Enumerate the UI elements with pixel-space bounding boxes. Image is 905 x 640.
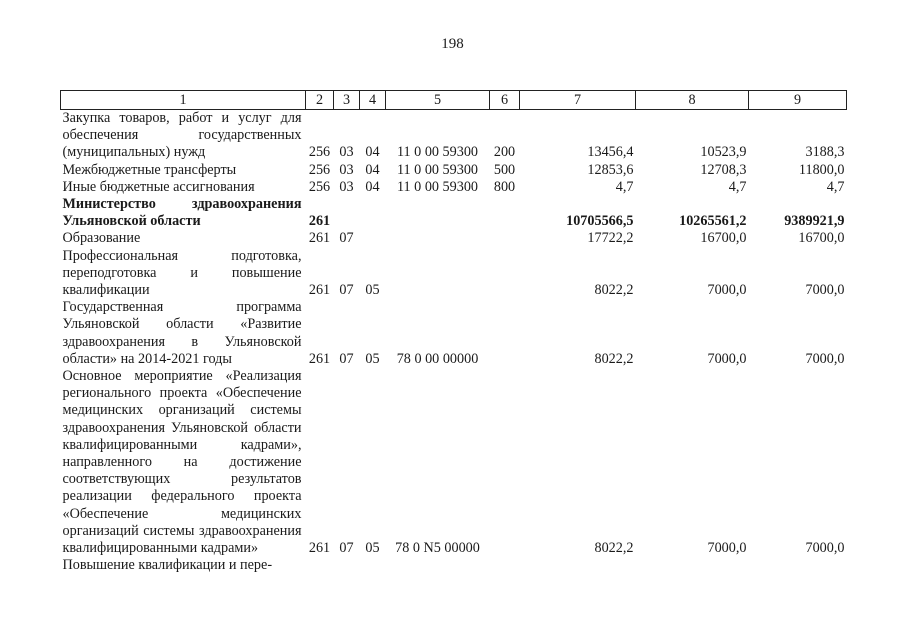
subsection-code-cell: 05 xyxy=(365,540,380,557)
section-code-cell: 03 xyxy=(339,161,354,178)
admin-code-cell xyxy=(306,557,334,574)
admin-code-cell: 261 xyxy=(308,540,331,557)
amount-col9-cell: 7000,0 xyxy=(805,282,845,299)
target-article-cell xyxy=(386,248,490,300)
amount-col9-cell: 7000,0 xyxy=(805,350,845,367)
header-cell: 4 xyxy=(360,91,386,110)
amount-col8-cell: 4,7 xyxy=(728,178,747,195)
amount-col7-cell: 8022,2 xyxy=(594,350,634,367)
header-cell: 7 xyxy=(520,91,636,110)
table-row xyxy=(61,196,847,230)
row-name-cell: Закупка товаров, работ и услуг для обеспечения государственных (муниципальных) нужд xyxy=(62,110,302,161)
expense-type-cell: 800 xyxy=(493,178,516,195)
admin-code-cell: 261 xyxy=(308,282,331,299)
amount-col9-cell: 3188,3 xyxy=(805,144,845,161)
table-row xyxy=(61,368,847,557)
section-code-cell: 07 xyxy=(339,350,354,367)
admin-code-cell: 261 xyxy=(308,230,331,247)
amount-col8-cell: 7000,0 xyxy=(707,350,747,367)
amount-col7-cell xyxy=(520,557,636,574)
amount-col7-cell: 4,7 xyxy=(615,178,634,195)
target-article-cell: 78 0 N5 00000 xyxy=(395,540,480,557)
admin-code-cell: 256 xyxy=(308,178,331,195)
header-cell: 5 xyxy=(386,91,490,110)
subsection-code-cell xyxy=(360,196,386,230)
section-code-cell xyxy=(334,557,360,574)
row-name-cell: Повышение квалификации и пере- xyxy=(62,557,273,574)
budget-table xyxy=(60,90,847,574)
subsection-code-cell: 04 xyxy=(365,144,380,161)
header-row xyxy=(61,91,847,110)
amount-col8-cell: 7000,0 xyxy=(707,540,747,557)
target-article-cell: 78 0 00 00000 xyxy=(396,350,479,367)
header-cell: 1 xyxy=(61,91,306,110)
amount-col7-cell: 8022,2 xyxy=(594,282,634,299)
section-code-cell: 03 xyxy=(339,144,354,161)
section-code-cell: 03 xyxy=(339,178,354,195)
amount-col7-cell: 12853,6 xyxy=(587,161,634,178)
table-row xyxy=(61,299,847,368)
expense-type-cell xyxy=(490,248,520,300)
table-row xyxy=(61,230,847,247)
amount-col8-cell: 16700,0 xyxy=(700,230,747,247)
section-code-cell: 07 xyxy=(339,230,354,247)
expense-type-cell xyxy=(490,299,520,368)
amount-col7-cell: 10705566,5 xyxy=(566,213,634,230)
header-cell: 6 xyxy=(490,91,520,110)
row-name-cell: Иные бюджетные ассигнования xyxy=(62,178,255,195)
amount-col8-cell: 7000,0 xyxy=(707,282,747,299)
header-cell: 8 xyxy=(636,91,749,110)
subsection-code-cell xyxy=(360,230,386,247)
target-article-cell xyxy=(386,196,490,230)
target-article-cell: 11 0 00 59300 xyxy=(396,178,479,195)
amount-col7-cell: 8022,2 xyxy=(594,540,634,557)
expense-type-cell xyxy=(490,196,520,230)
header-cell: 2 xyxy=(306,91,334,110)
amount-col9-cell xyxy=(749,557,847,574)
section-code-cell: 07 xyxy=(339,540,354,557)
target-article-cell: 11 0 00 59300 xyxy=(396,144,479,161)
amount-col7-cell: 13456,4 xyxy=(587,144,634,161)
row-name-cell: Профессиональная подготовка, переподготовка и повышение квалификации xyxy=(62,247,302,299)
admin-code-cell: 256 xyxy=(308,144,331,161)
target-article-cell xyxy=(386,557,490,574)
amount-col7-cell: 17722,2 xyxy=(587,230,634,247)
table-row xyxy=(61,162,847,179)
row-name-cell: Министерство здравоохранения Ульяновской области xyxy=(62,196,302,230)
row-name-cell: Образование xyxy=(62,230,141,247)
table-row xyxy=(61,179,847,196)
admin-code-cell: 256 xyxy=(308,161,331,178)
amount-col9-cell: 9389921,9 xyxy=(784,213,845,230)
subsection-code-cell: 05 xyxy=(365,282,380,299)
section-code-cell xyxy=(334,196,360,230)
header-cell: 9 xyxy=(749,91,847,110)
amount-col9-cell: 11800,0 xyxy=(798,161,845,178)
subsection-code-cell: 05 xyxy=(365,350,380,367)
page-number: 198 xyxy=(441,36,464,52)
expense-type-cell: 200 xyxy=(493,144,516,161)
expense-type-cell xyxy=(490,230,520,247)
target-article-cell: 11 0 00 59300 xyxy=(396,161,479,178)
table-row xyxy=(61,248,847,300)
subsection-code-cell: 04 xyxy=(365,161,380,178)
header-cell: 3 xyxy=(334,91,360,110)
amount-col8-cell: 12708,3 xyxy=(700,161,747,178)
target-article-cell xyxy=(386,230,490,247)
subsection-code-cell xyxy=(360,557,386,574)
row-name-cell: Основное мероприятие «Реализация регионального проекта «Обеспечение медицинских организаций системы здравоохранения Ульяновской области квалифицированными кадрами», направленного на достижение соответствующих результатов реализации федерального проекта «Обеспечение медицинских организаций системы здравоохранения квалифицированными кадрами» xyxy=(62,368,302,557)
amount-col8-cell xyxy=(636,557,749,574)
section-code-cell: 07 xyxy=(339,282,354,299)
expense-type-cell: 500 xyxy=(493,161,516,178)
row-name-cell: Государственная программа Ульяновской области «Развитие здравоохранения в Ульяновской области» на 2014-2021 годы xyxy=(62,299,302,367)
admin-code-cell: 261 xyxy=(308,213,331,230)
admin-code-cell: 261 xyxy=(308,350,331,367)
amount-col8-cell: 10523,9 xyxy=(700,144,747,161)
expense-type-cell xyxy=(490,368,520,557)
expense-type-cell xyxy=(490,557,520,574)
amount-col9-cell: 4,7 xyxy=(826,178,845,195)
subsection-code-cell: 04 xyxy=(365,178,380,195)
amount-col9-cell: 7000,0 xyxy=(805,540,845,557)
amount-col9-cell: 16700,0 xyxy=(798,230,845,247)
row-name-cell: Межбюджетные трансферты xyxy=(62,161,237,178)
table-row xyxy=(61,110,847,162)
amount-col8-cell: 10265561,2 xyxy=(679,213,747,230)
table-row xyxy=(61,557,847,574)
